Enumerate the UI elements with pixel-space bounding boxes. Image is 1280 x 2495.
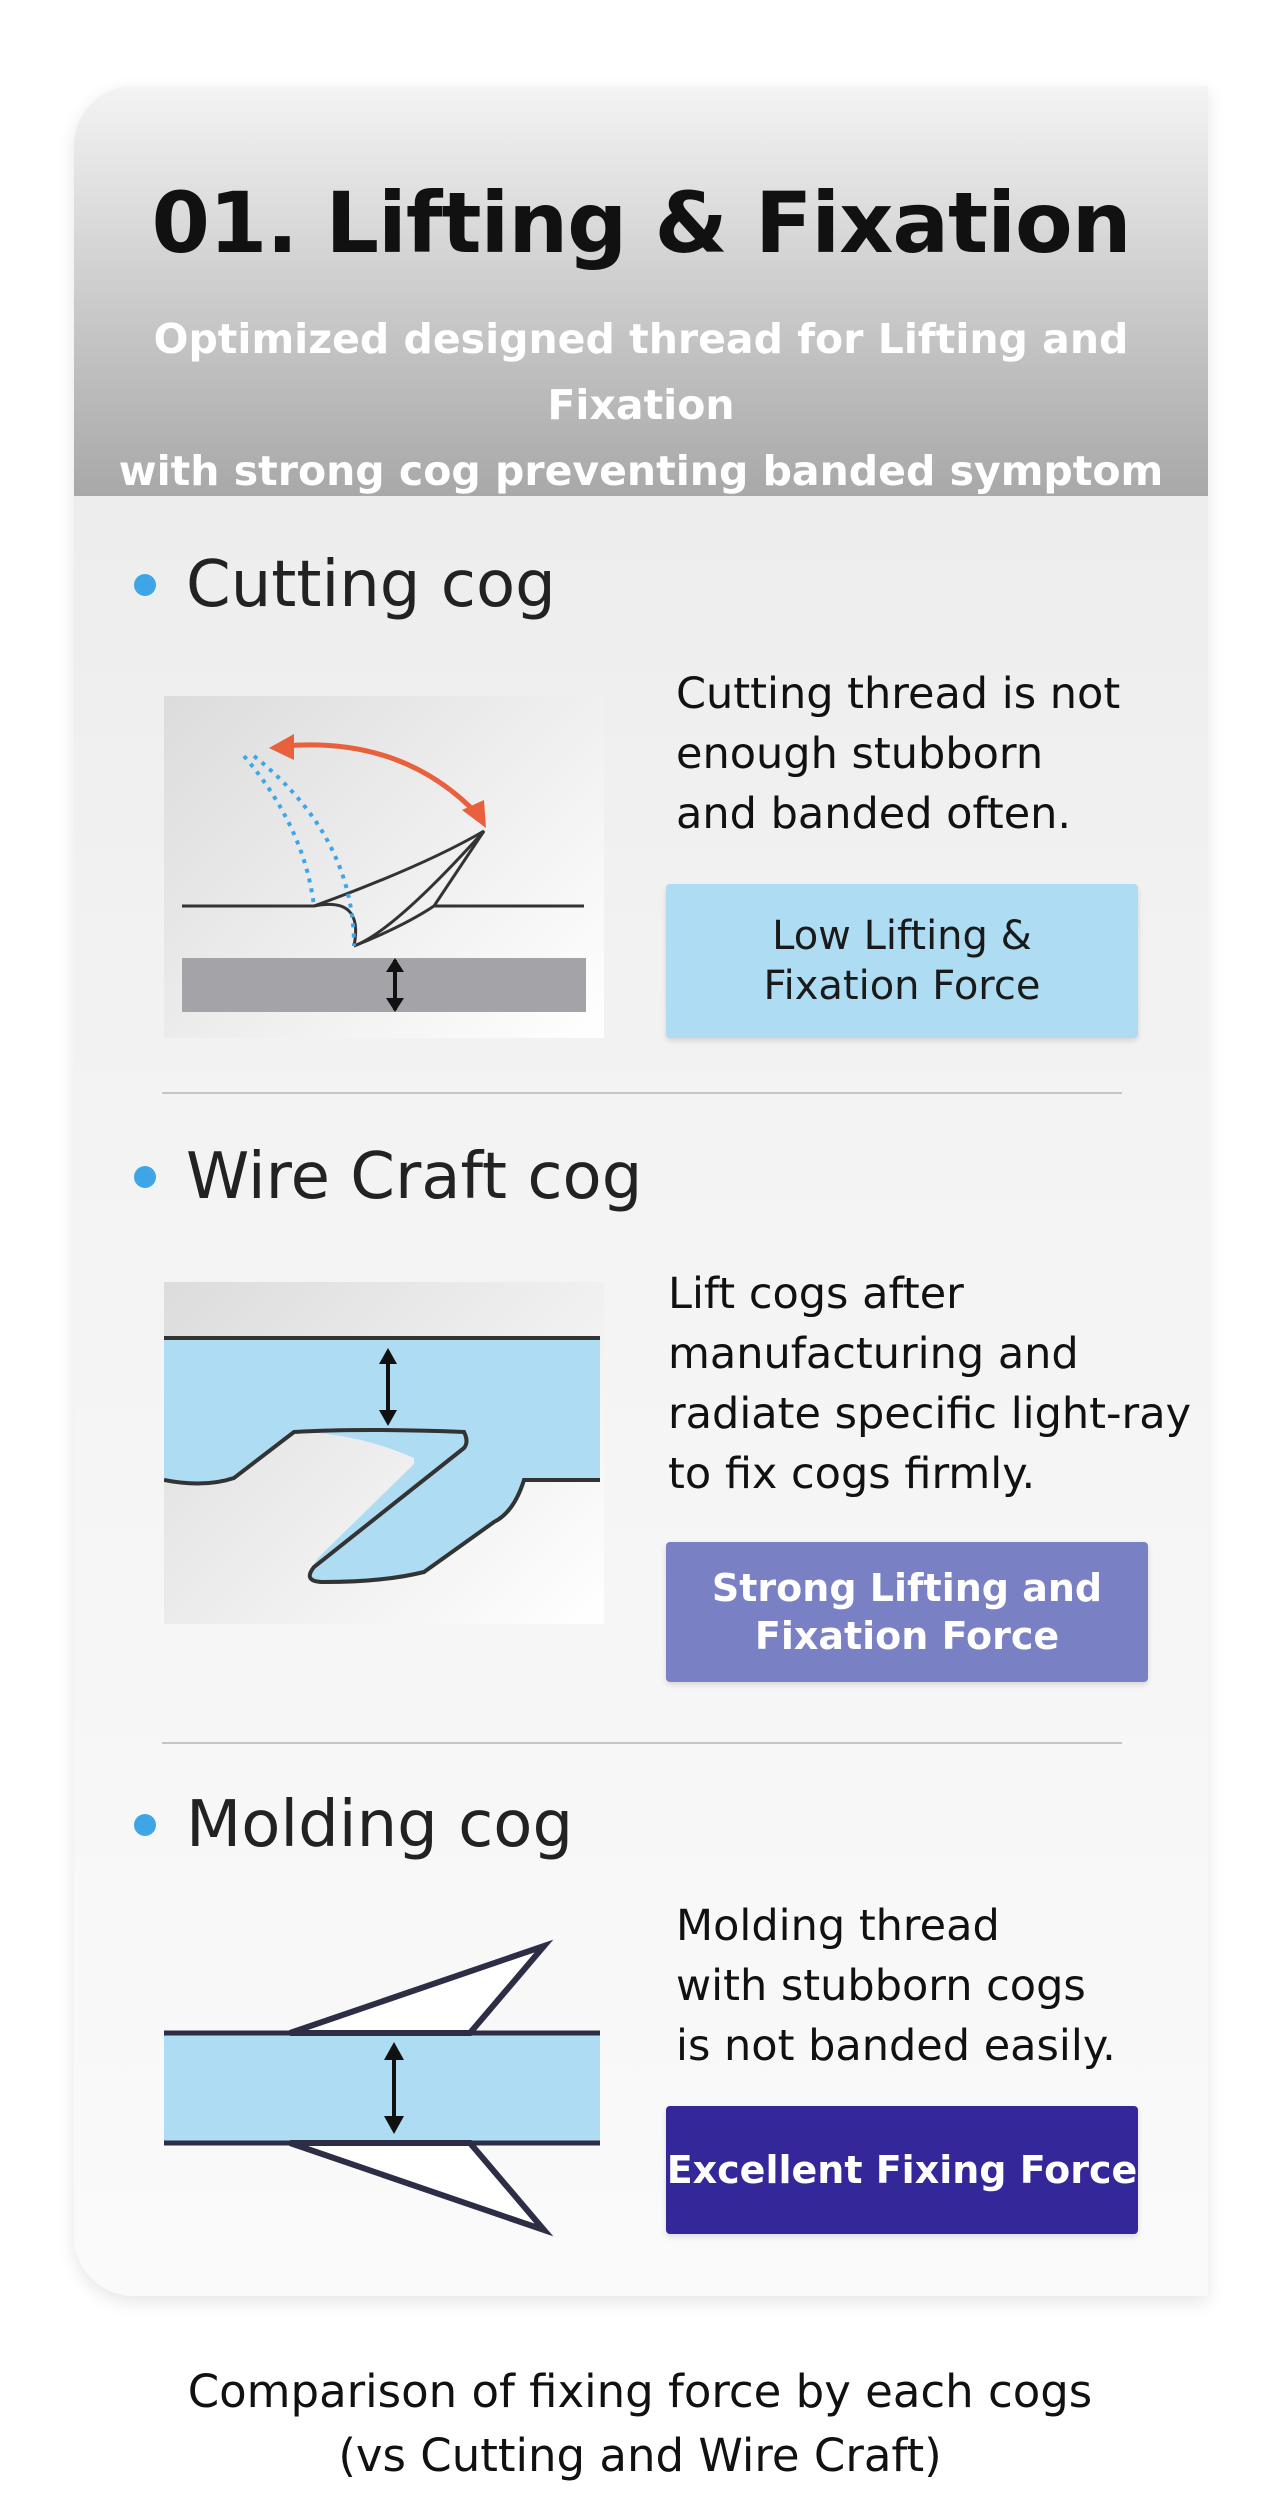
strong-force-badge: [666, 1542, 1148, 1682]
card-header: [74, 86, 1208, 496]
section-divider: [162, 1092, 1122, 1094]
section-title-wire-craft-cog: [134, 1140, 642, 1214]
molding-cog-illustration: [164, 1936, 604, 2266]
bullet-icon: [134, 574, 156, 596]
badge-line: Strong Lifting and: [711, 1566, 1103, 1610]
cutting-cog-diagram: [164, 696, 604, 1038]
feature-card: [74, 86, 1208, 2296]
desc-line: Molding thread: [676, 1901, 1000, 1951]
page-title: 01. Lifting & Fixation: [151, 174, 1131, 272]
excellent-force-badge: [666, 2106, 1138, 2234]
badge-line: Low Lifting &: [772, 913, 1032, 959]
badge-line: Excellent Fixing Force: [666, 2148, 1138, 2192]
wire-craft-cog-illustration: [164, 1282, 604, 1624]
molding-cog-diagram: [164, 1936, 604, 2266]
section-title-text: Cutting cog: [186, 548, 556, 622]
subtitle-line-1: Optimized designed thread for Lifting and Fixation: [153, 315, 1129, 429]
desc-line: Cutting thread is not: [676, 669, 1121, 719]
badge-line: Fixation Force: [754, 1614, 1060, 1658]
badge-line: Fixation Force: [763, 963, 1041, 1009]
desc-line: enough stubborn: [676, 729, 1044, 779]
molding-cog-description: [676, 1896, 1116, 2076]
bullet-icon: [134, 1166, 156, 1188]
wire-craft-cog-diagram: [164, 1282, 604, 1624]
cutting-cog-illustration: [164, 696, 604, 1038]
footer-line-1: Comparison of fixing force by each cogs: [187, 2365, 1093, 2418]
footer-caption: [0, 2360, 1280, 2488]
section-divider: [162, 1742, 1122, 1744]
desc-line: radiate specific light-ray: [668, 1389, 1192, 1439]
desc-line: is not banded easily.: [676, 2021, 1116, 2071]
section-title-molding-cog: [134, 1788, 573, 1862]
cutting-cog-description: [676, 664, 1120, 844]
desc-line: manufacturing and: [668, 1329, 1079, 1379]
desc-line: to fix cogs firmly.: [668, 1449, 1036, 1499]
desc-line: Lift cogs after: [668, 1269, 964, 1319]
header-subtitle: [74, 306, 1208, 504]
footer-line-2: (vs Cutting and Wire Craft): [338, 2429, 942, 2482]
section-title-text: Molding cog: [186, 1788, 574, 1862]
bullet-icon: [134, 1814, 156, 1836]
subtitle-line-2: with strong cog preventing banded symptom: [118, 447, 1164, 495]
low-force-badge: [666, 884, 1138, 1038]
desc-line: with stubborn cogs: [676, 1961, 1086, 2011]
section-title-cutting-cog: [134, 548, 556, 622]
wire-craft-cog-description: [668, 1264, 1191, 1504]
section-title-text: Wire Craft cog: [186, 1140, 643, 1214]
desc-line: and banded often.: [676, 789, 1072, 839]
